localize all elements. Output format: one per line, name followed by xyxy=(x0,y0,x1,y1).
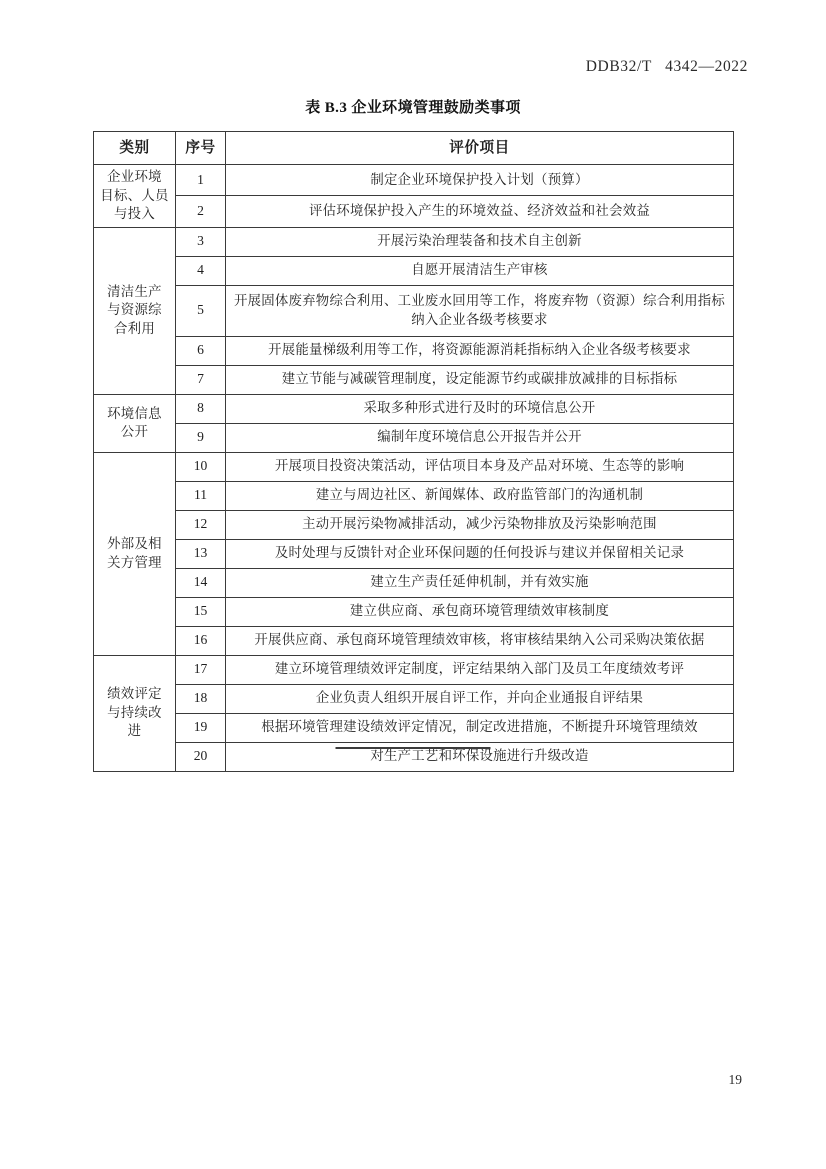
table-row xyxy=(94,713,734,742)
category-cell: 外部及相 关方管理 xyxy=(94,452,176,655)
evaluation-item-cell: 建立供应商、承包商环境管理绩效审核制度 xyxy=(226,597,734,626)
category-cell: 绩效评定 与持续改 进 xyxy=(94,655,176,771)
table-row xyxy=(94,336,734,365)
evaluation-item-cell: 编制年度环境信息公开报告并公开 xyxy=(226,423,734,452)
row-index-cell: 16 xyxy=(176,626,226,655)
table-row xyxy=(94,285,734,336)
row-index-cell: 18 xyxy=(176,684,226,713)
row-index-cell: 7 xyxy=(176,365,226,394)
evaluation-item-cell: 主动开展污染物减排活动，减少污染物排放及污染影响范围 xyxy=(226,510,734,539)
table-row xyxy=(94,655,734,684)
evaluation-item-cell: 开展供应商、承包商环境管理绩效审核，将审核结果纳入公司采购决策依据 xyxy=(226,626,734,655)
row-index-cell: 8 xyxy=(176,394,226,423)
table-row xyxy=(94,539,734,568)
table-row xyxy=(94,597,734,626)
table-row xyxy=(94,394,734,423)
evaluation-item-cell: 建立与周边社区、新闻媒体、政府监管部门的沟通机制 xyxy=(226,481,734,510)
table-row xyxy=(94,568,734,597)
evaluation-item-cell: 建立环境管理绩效评定制度，评定结果纳入部门及员工年度绩效考评 xyxy=(226,655,734,684)
evaluation-item-cell: 根据环境管理建设绩效评定情况，制定改进措施，不断提升环境管理绩效 xyxy=(226,713,734,742)
evaluation-table xyxy=(93,131,734,772)
evaluation-item-cell: 开展固体废弃物综合利用、工业废水回用等工作，将废弃物（资源）综合利用指标纳入企业各级考核要求 xyxy=(226,285,734,336)
evaluation-item-cell: 评估环境保护投入产生的环境效益、经济效益和社会效益 xyxy=(226,196,734,227)
evaluation-item-cell: 建立生产责任延伸机制，并有效实施 xyxy=(226,568,734,597)
table-row xyxy=(94,423,734,452)
row-index-cell: 3 xyxy=(176,227,226,256)
row-index-cell: 15 xyxy=(176,597,226,626)
evaluation-item-cell: 制定企业环境保护投入计划（预算） xyxy=(226,165,734,196)
evaluation-item-cell: 企业负责人组织开展自评工作，并向企业通报自评结果 xyxy=(226,684,734,713)
evaluation-item-cell: 采取多种形式进行及时的环境信息公开 xyxy=(226,394,734,423)
table-row xyxy=(94,365,734,394)
row-index-cell: 5 xyxy=(176,285,226,336)
table-row xyxy=(94,626,734,655)
row-index-cell: 19 xyxy=(176,713,226,742)
column-header-item: 评价项目 xyxy=(226,132,734,165)
evaluation-table-container xyxy=(93,131,733,772)
section-end-rule xyxy=(336,747,491,749)
evaluation-item-cell: 及时处理与反馈针对企业环保问题的任何投诉与建议并保留相关记录 xyxy=(226,539,734,568)
category-cell: 环境信息 公开 xyxy=(94,394,176,452)
row-index-cell: 20 xyxy=(176,742,226,771)
category-cell: 清洁生产 与资源综 合利用 xyxy=(94,227,176,394)
row-index-cell: 17 xyxy=(176,655,226,684)
document-header-standard-number: DDB32/T 4342—2022 xyxy=(585,58,748,75)
row-index-cell: 4 xyxy=(176,256,226,285)
table-row xyxy=(94,256,734,285)
column-header-index: 序号 xyxy=(176,132,226,165)
table-row xyxy=(94,165,734,196)
table-row xyxy=(94,227,734,256)
table-header xyxy=(94,132,734,165)
row-index-cell: 12 xyxy=(176,510,226,539)
evaluation-item-cell: 建立节能与减碳管理制度，设定能源节约或碳排放减排的目标指标 xyxy=(226,365,734,394)
table-header-row xyxy=(94,132,734,165)
row-index-cell: 14 xyxy=(176,568,226,597)
row-index-cell: 1 xyxy=(176,165,226,196)
table-caption: 表 B.3 企业环境管理鼓励类事项 xyxy=(305,100,521,116)
row-index-cell: 2 xyxy=(176,196,226,227)
table-row xyxy=(94,196,734,227)
row-index-cell: 6 xyxy=(176,336,226,365)
row-index-cell: 13 xyxy=(176,539,226,568)
table-row xyxy=(94,452,734,481)
category-cell: 企业环境 目标、人员 与投入 xyxy=(94,165,176,228)
table-row xyxy=(94,684,734,713)
table-row xyxy=(94,481,734,510)
table-body xyxy=(94,165,734,772)
evaluation-item-cell: 开展项目投资决策活动，评估项目本身及产品对环境、生态等的影响 xyxy=(226,452,734,481)
evaluation-item-cell: 对生产工艺和环保设施进行升级改造 xyxy=(226,742,734,771)
evaluation-item-cell: 开展污染治理装备和技术自主创新 xyxy=(226,227,734,256)
page-number: 19 xyxy=(728,1072,742,1087)
column-header-category: 类别 xyxy=(94,132,176,165)
row-index-cell: 9 xyxy=(176,423,226,452)
table-row xyxy=(94,510,734,539)
row-index-cell: 11 xyxy=(176,481,226,510)
evaluation-item-cell: 自愿开展清洁生产审核 xyxy=(226,256,734,285)
evaluation-item-cell: 开展能量梯级利用等工作，将资源能源消耗指标纳入企业各级考核要求 xyxy=(226,336,734,365)
row-index-cell: 10 xyxy=(176,452,226,481)
